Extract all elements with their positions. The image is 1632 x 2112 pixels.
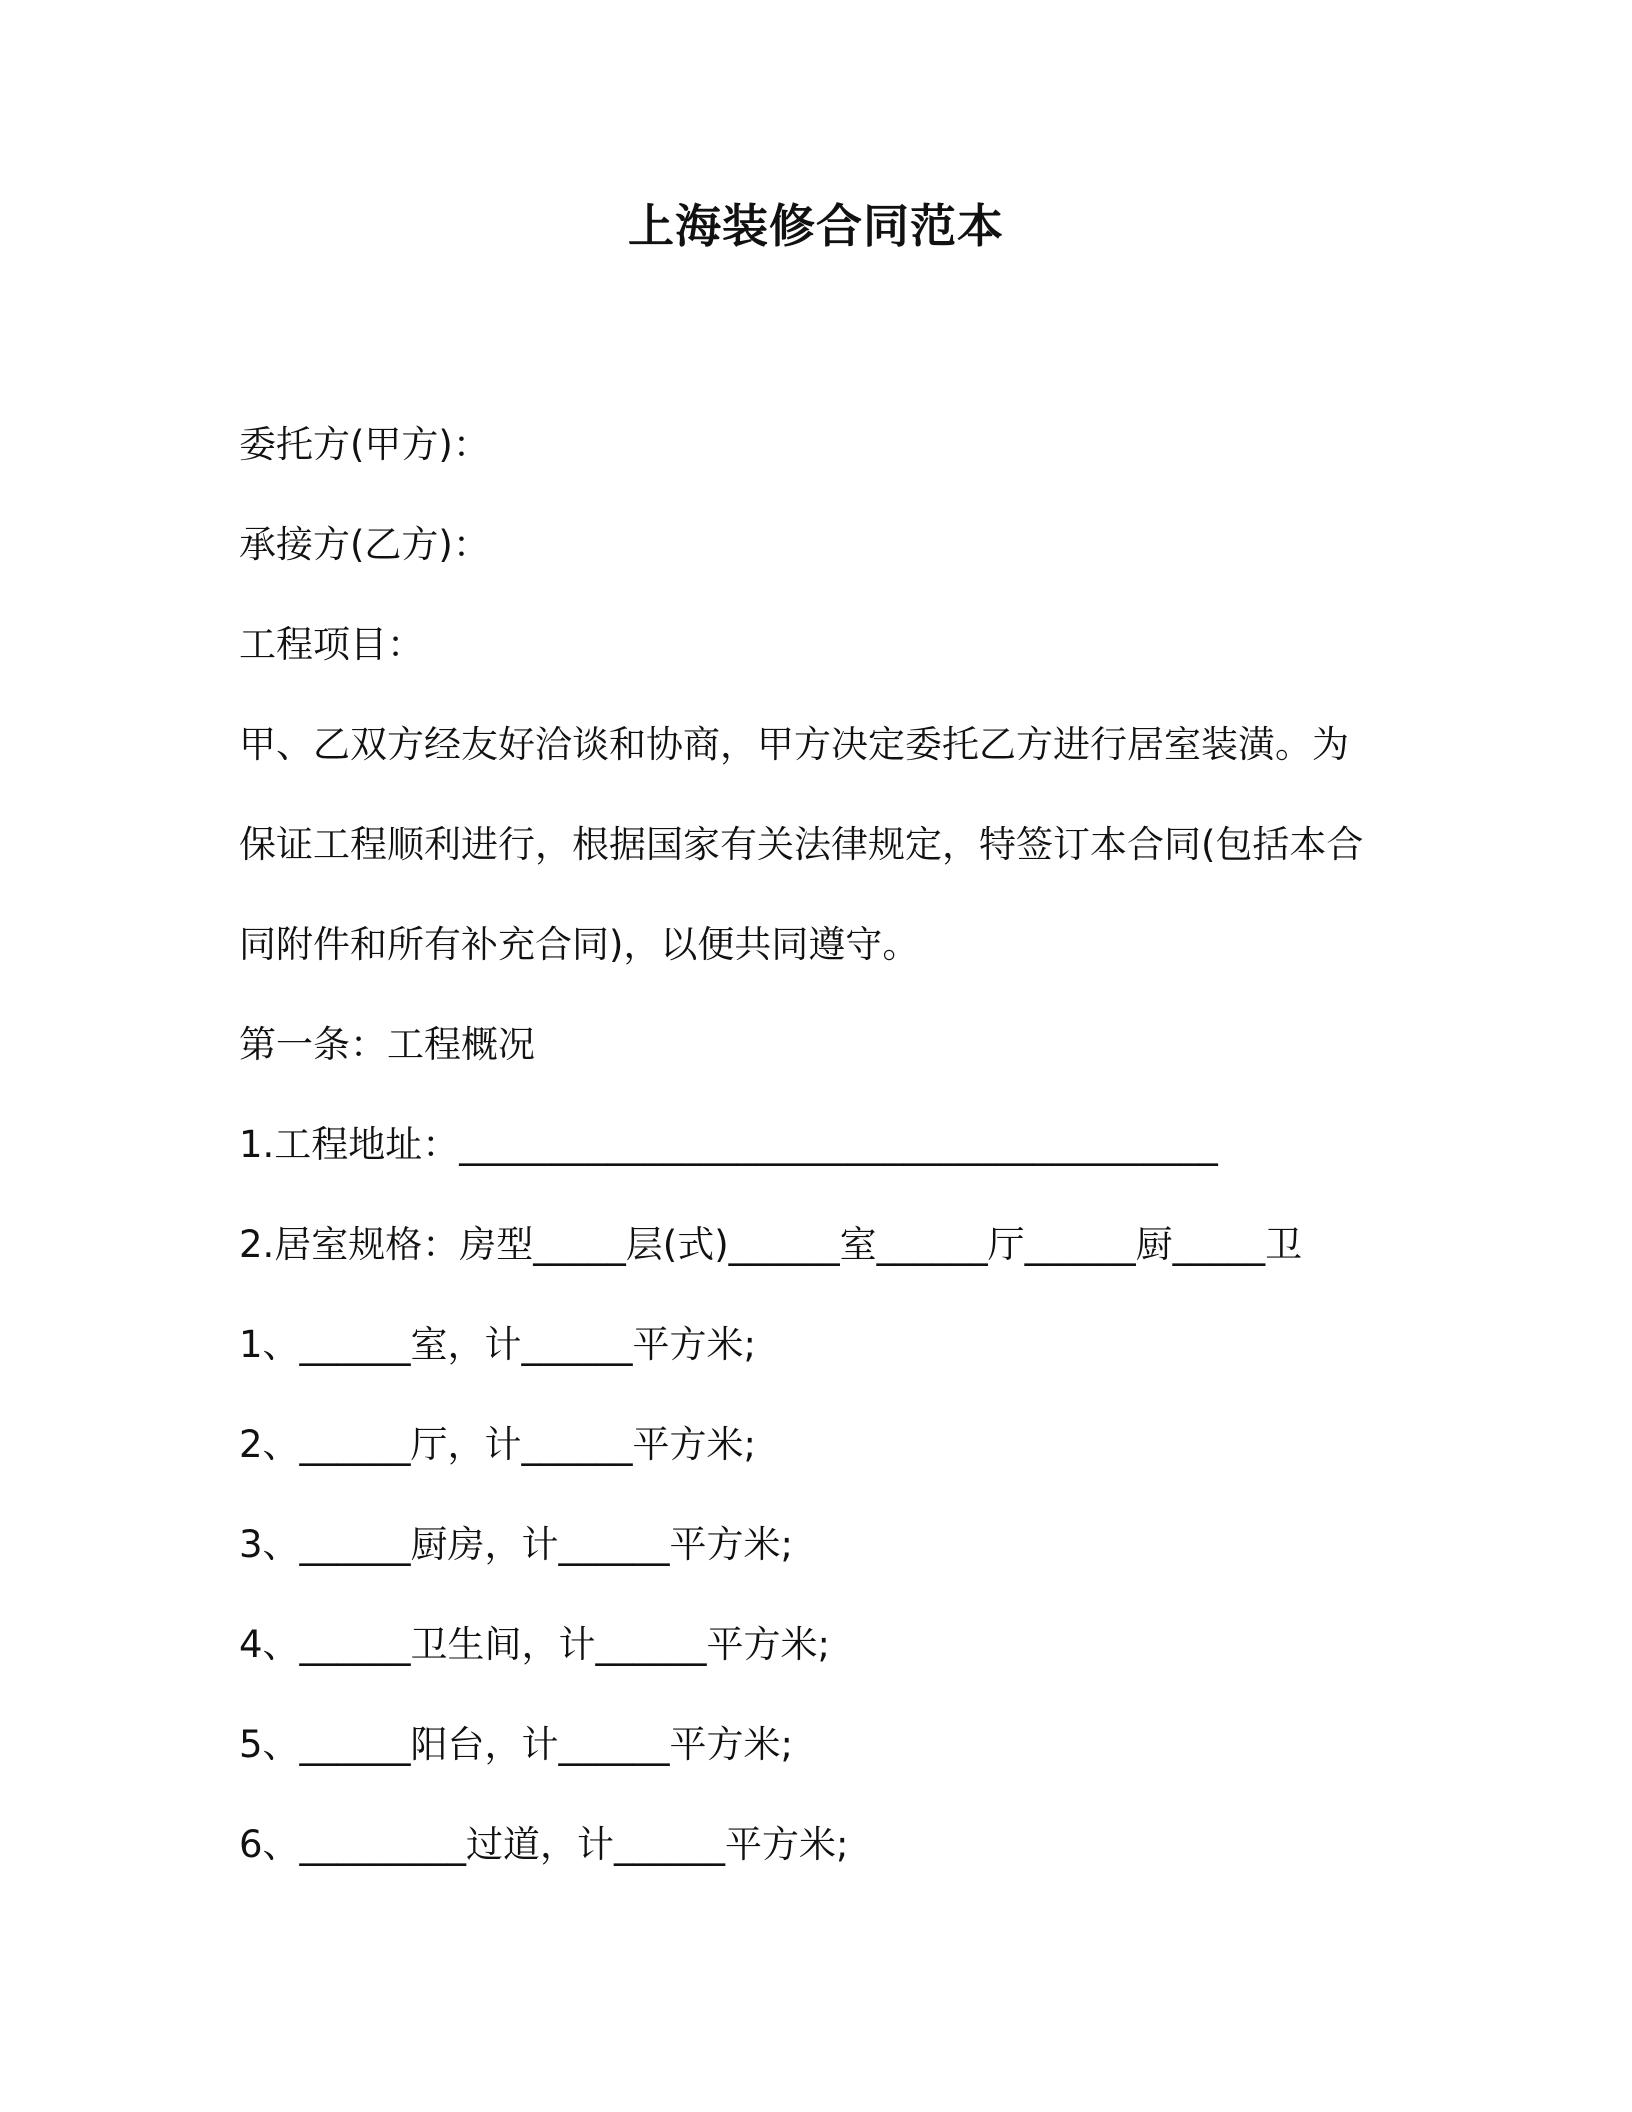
room-area-item: 1、______室，计______平方米; <box>239 1323 757 1366</box>
room-area-item: 2、______厅，计______平方米; <box>239 1423 757 1466</box>
article-1-heading: 第一条：工程概况 <box>239 1023 535 1066</box>
room-area-item: 5、______阳台，计______平方米; <box>239 1723 794 1766</box>
intro-paragraph-line: 保证工程顺利进行，根据国家有关法律规定，特签订本合同(包括本合 <box>239 823 1364 866</box>
project-line: 工程项目： <box>239 623 424 666</box>
intro-paragraph-line: 甲、乙双方经友好洽谈和协商，甲方决定委托乙方进行居室装潢。为 <box>239 723 1349 766</box>
document-title: 上海装修合同范本 <box>628 199 1004 253</box>
client-party-line: 委托方(甲方)： <box>239 423 490 466</box>
room-area-item: 4、______卫生间，计______平方米; <box>239 1623 831 1666</box>
room-area-item: 6、_________过道，计______平方米; <box>239 1823 849 1866</box>
intro-paragraph-line: 同附件和所有补充合同)，以便共同遵守。 <box>239 923 920 966</box>
room-spec-line: 2.居室规格：房型_____层(式)______室______厅______厨_____卫 <box>239 1223 1303 1266</box>
contractor-party-line: 承接方(乙方)： <box>239 523 490 566</box>
room-area-item: 3、______厨房，计______平方米; <box>239 1523 794 1566</box>
project-address-line: 1.工程地址：_________________________________________ <box>239 1123 1218 1166</box>
